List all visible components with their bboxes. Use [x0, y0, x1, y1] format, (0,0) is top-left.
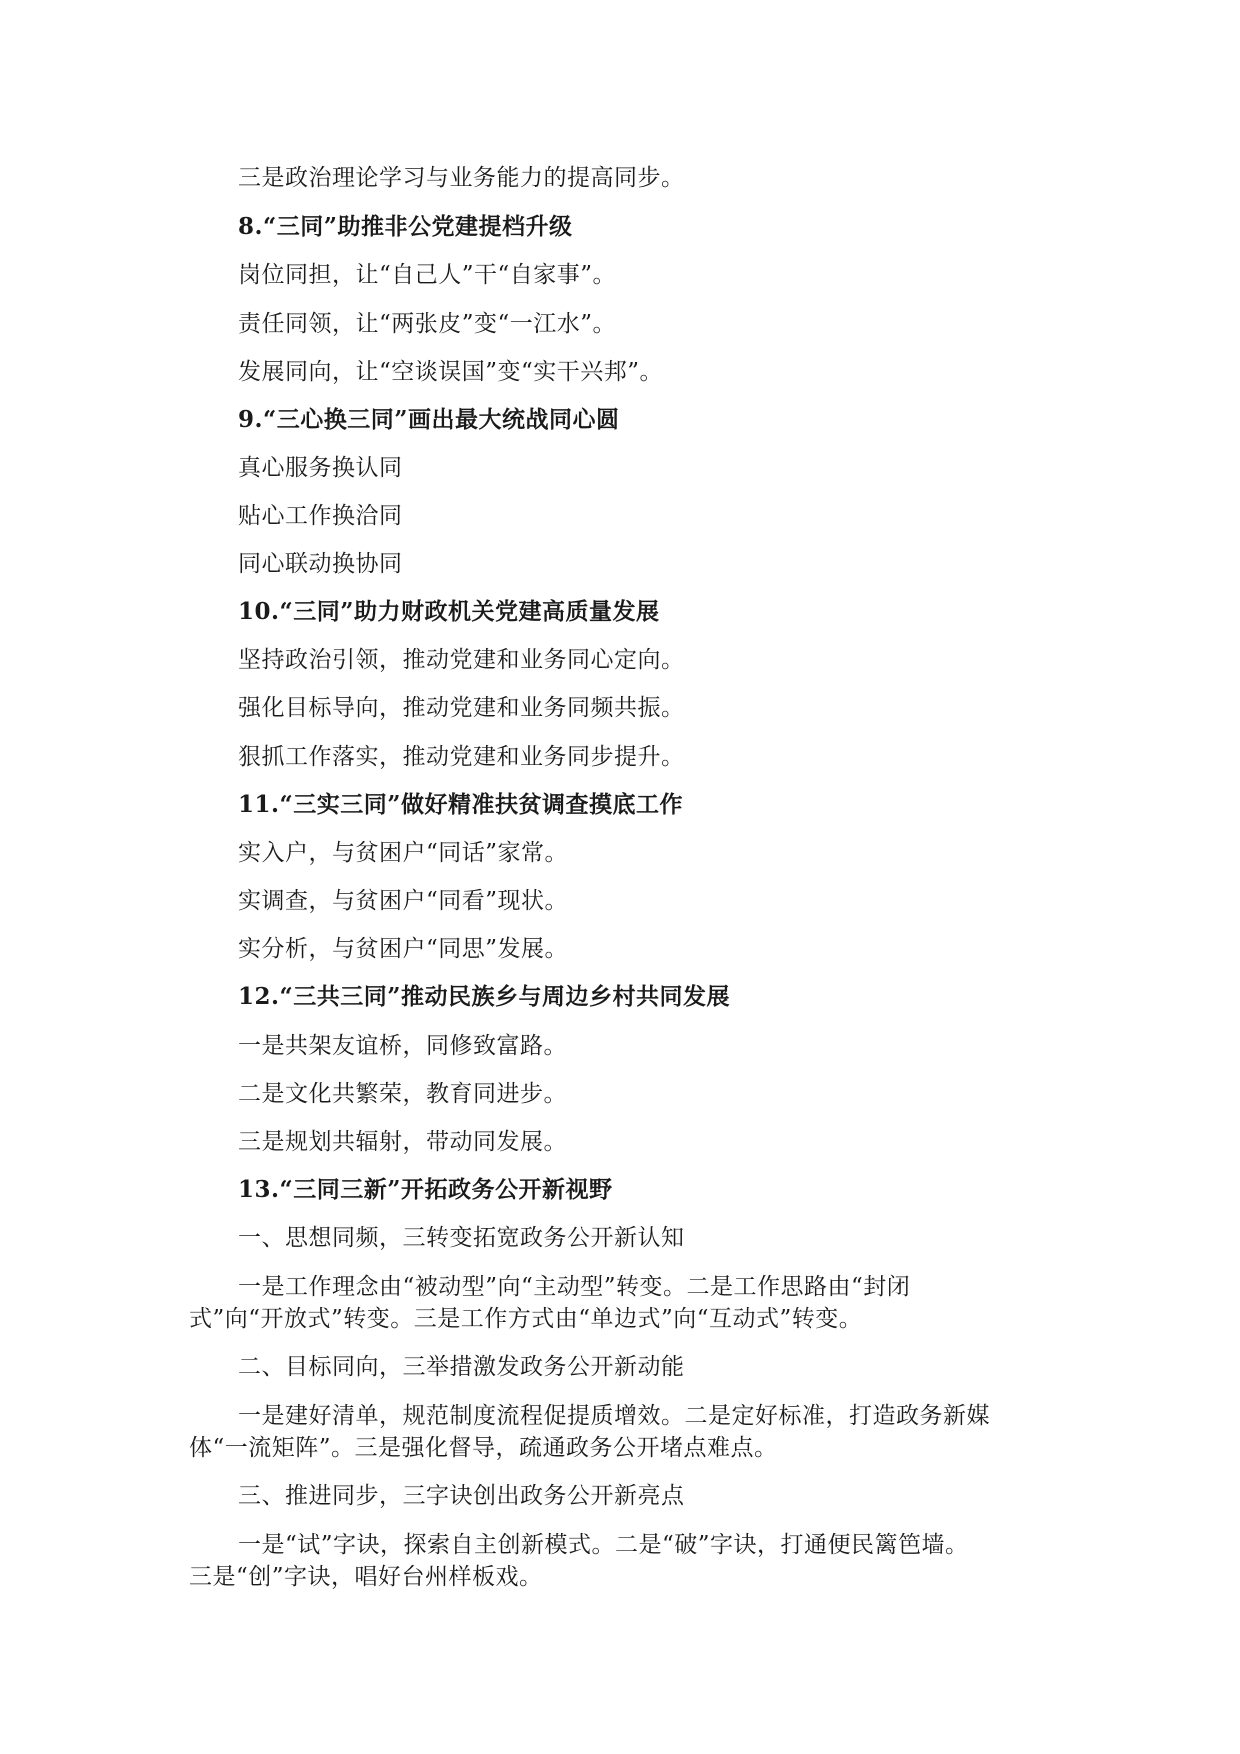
text-line: 岗位同担，让“自己人”干“自家事”。 — [238, 262, 617, 288]
section-heading: 10.“三同”助力财政机关党建高质量发展 — [238, 598, 660, 625]
text-line: 同心联动换协同 — [238, 551, 403, 577]
text-line: 一是共架友谊桥，同修致富路。 — [238, 1033, 567, 1059]
text-line: 实分析，与贫困户“同思”发展。 — [238, 936, 569, 962]
text-line: 三是政治理论学习与业务能力的提高同步。 — [238, 165, 685, 191]
text-line: 发展同向，让“空谈误国”变“实干兴邦”。 — [238, 359, 664, 385]
text-line: 三是规划共辐射，带动同发展。 — [238, 1129, 567, 1155]
section-heading: 12.“三共三同”推动民族乡与周边乡村共同发展 — [238, 983, 730, 1010]
paragraph-line: 三是“创”字诀，唱好台州样板戏。 — [189, 1564, 543, 1590]
paragraph-line: 一是工作理念由“被动型”向“主动型”转变。二是工作思路由“封闭 — [238, 1274, 911, 1300]
paragraph-line: 体“一流矩阵”。三是强化督导，疏通政务公开堵点难点。 — [189, 1435, 778, 1461]
text-line: 狠抓工作落实，推动党建和业务同步提升。 — [238, 744, 685, 770]
text-line: 贴心工作换洽同 — [238, 503, 403, 529]
section-heading: 8.“三同”助推非公党建提档升级 — [238, 213, 573, 240]
section-heading: 9.“三心换三同”画出最大统战同心圆 — [238, 406, 620, 433]
text-line: 一、思想同频，三转变拓宽政务公开新认知 — [238, 1225, 685, 1251]
text-line: 三、推进同步，三字诀创出政务公开新亮点 — [238, 1483, 685, 1509]
text-line: 责任同领，让“两张皮”变“一江水”。 — [238, 311, 617, 337]
text-line: 二是文化共繁荣，教育同进步。 — [238, 1081, 567, 1107]
paragraph-line: 一是“试”字诀，探索自主创新模式。二是“破”字诀，打通便民篱笆墙。 — [238, 1532, 969, 1558]
text-line: 实入户，与贫困户“同话”家常。 — [238, 840, 569, 866]
section-heading: 11.“三实三同”做好精准扶贫调查摸底工作 — [238, 791, 683, 818]
paragraph-line: 一是建好清单，规范制度流程促提质增效。二是定好标准，打造政务新媒 — [238, 1403, 990, 1429]
text-line: 真心服务换认同 — [238, 455, 403, 481]
paragraph-line: 式”向“开放式”转变。三是工作方式由“单边式”向“互动式”转变。 — [189, 1306, 863, 1332]
section-heading: 13.“三同三新”开拓政务公开新视野 — [238, 1176, 613, 1203]
text-line: 二、目标同向，三举措激发政务公开新动能 — [238, 1354, 685, 1380]
text-line: 实调查，与贫困户“同看”现状。 — [238, 888, 569, 914]
text-line: 坚持政治引领，推动党建和业务同心定向。 — [238, 647, 685, 673]
text-line: 强化目标导向，推动党建和业务同频共振。 — [238, 695, 685, 721]
